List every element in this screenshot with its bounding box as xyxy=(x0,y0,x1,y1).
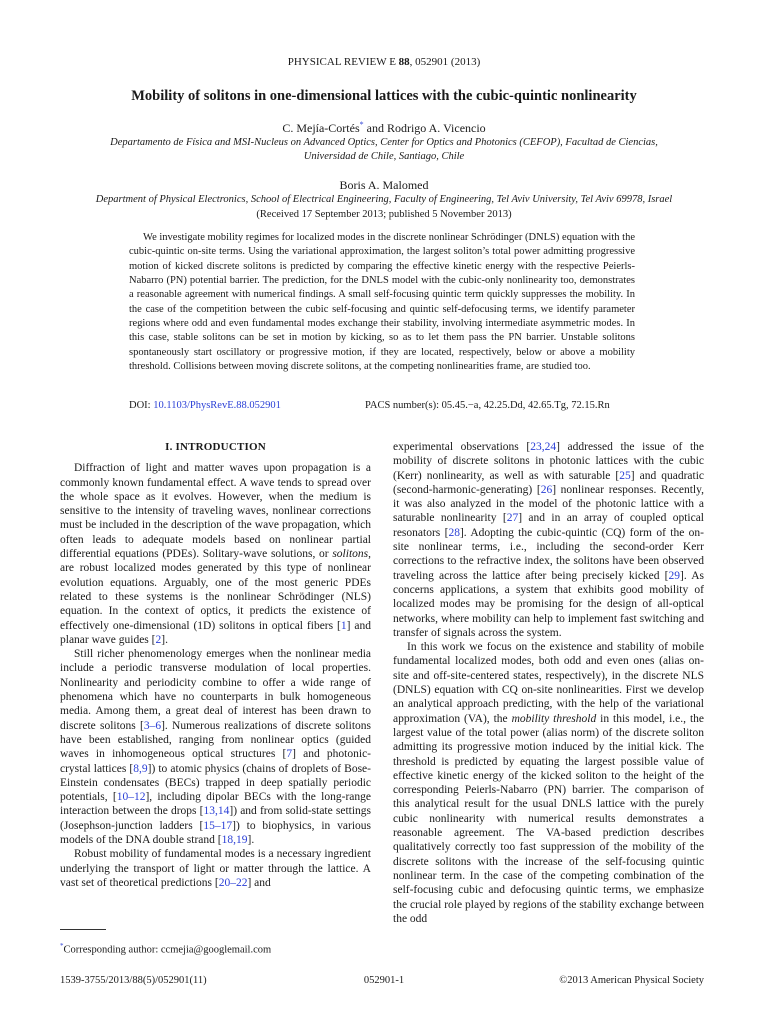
pacs-numbers: PACS number(s): 05.45.−a, 42.25.Dd, 42.65.Tg, 72.15.Rn xyxy=(365,400,610,411)
paragraph: Robust mobility of fundamental modes is a necessary ingredient underlying the transport of light or matter through the lattice. A vast set of theoretical predictions [20–22] and xyxy=(60,848,371,889)
author-name: C. Mejía-Cortés xyxy=(282,121,360,135)
citation-link[interactable]: 26 xyxy=(540,483,553,496)
citation-link[interactable]: 3–6 xyxy=(143,719,162,732)
citation-link[interactable]: 25 xyxy=(619,469,631,482)
paragraph: In this work we focus on the existence and stability of mobile fundamental localized modes, both odd and even ones (alias on-site and off-site-centered states, respectively), in the discrete NLS (DNLS) equation with CQ on-site nonlinearities. First we develop an analytical approach predicting, with the help of the variational approximation (VA), the mobility threshold in this model, i.e., the largest value of the total power (alias norm) of the discrete soliton admitting its progressive motion induced by the initial kick. The threshold is predicted by equating the largest possible value of effective kinetic energy of the kicked soliton to the height of the corresponding Peierls-Nabarro (PN) barrier. The comparison of this analytical result for the usual DNLS lattice with the purely cubic nonlinearity with numerical results demonstrates a reasonable agreement. The VA-based prediction describes qualitatively correctly too fast suppression of the mobility of the discrete solitons with the increase of the self-focusing quintic nonlinear term. In the case of the competing combination of the self-focusing cubic and defocusing quintic terms, we emphasize the crucial role played by regions of the stability exchange between the odd xyxy=(393,641,704,925)
authors-line-2: Boris A. Malomed xyxy=(339,178,429,192)
authors-line-1 xyxy=(0,120,768,136)
affiliation-2: Department of Physical Electronics, School of Electrical Engineering, Faculty of Engineering, Tel Aviv University, Tel Aviv 69978, Israel xyxy=(95,194,673,205)
citation-link[interactable]: 2 xyxy=(155,633,162,646)
footer-copyright: ©2013 American Physical Society xyxy=(559,975,704,986)
author-name: and Rodrigo A. Vicencio xyxy=(363,121,486,135)
journal-header: PHYSICAL REVIEW E 88, 052901 (2013) xyxy=(287,56,481,68)
citation-link[interactable]: 1 xyxy=(340,619,347,632)
footnote-rule xyxy=(60,929,106,930)
citation-link[interactable]: 28 xyxy=(448,526,460,539)
text-column-right xyxy=(393,440,704,926)
doi-link[interactable]: 10.1103/PhysRevE.88.052901 xyxy=(153,400,281,411)
citation-link[interactable]: 27 xyxy=(506,512,519,525)
page-number: 052901-1 xyxy=(363,975,405,986)
citation-link[interactable]: 20–22 xyxy=(218,876,248,889)
affiliation-1: Departamento de Física and MSI-Nucleus on Advanced Optics, Center for Optics and Photonics (CEFOP), Facultad de Ciencias, Universidad de Chile, Santiago, Chile xyxy=(110,137,658,162)
citation-link[interactable]: 18,19 xyxy=(221,834,248,847)
received-dates: (Received 17 September 2013; published 5 November 2013) xyxy=(256,209,512,220)
text-column-left xyxy=(60,440,371,890)
citation-link[interactable]: 7 xyxy=(286,748,293,761)
citation-link[interactable]: 8,9 xyxy=(133,762,148,775)
citation-link[interactable]: 15–17 xyxy=(203,819,233,832)
citation-link[interactable]: 10–12 xyxy=(116,791,146,804)
paragraph: Diffraction of light and matter waves upon propagation is a commonly known fundamental effect. A wave tends to spread over the whole space as it evolves. However, when the medium is sensitive to the intensity of traveling waves, nonlinear corrections must be included in the description of the wave propagation, which often leads to adequate models based on nonlinear partial differential equations (PDEs). Solitary-wave solutions, or solitons, are robust localized modes generated by this type of nonlinear evolution equations. Arguably, one of the most generic PDEs related to these systems is the nonlinear Schrödinger (NLS) equation. In the context of optics, it predicts the existence of effectively one-dimensional (1D) solitons in optical fibers [1] and planar wave guides [2]. xyxy=(60,462,372,646)
section-heading: I. INTRODUCTION xyxy=(165,441,266,453)
paper-title: Mobility of solitons in one-dimensional lattices with the cubic-quintic nonlinearity xyxy=(131,88,637,104)
citation-link[interactable]: 13,14 xyxy=(203,805,230,818)
footnote-mark: * xyxy=(60,942,64,950)
footer-issn: 1539-3755/2013/88(5)/052901(11) xyxy=(60,975,207,986)
journal-volume: 88 xyxy=(398,56,410,68)
citation-link[interactable]: 29 xyxy=(668,569,680,582)
citation-link[interactable]: 23,24 xyxy=(530,441,557,453)
corresponding-author-link[interactable]: * xyxy=(359,120,364,129)
paragraph: Still richer phenomenology emerges when the nonlinear media include a periodic transverse modulation of local properties. Nonlinearity and periodicity combine to offer a wide range of phenomena which have no counterparts in bulk homogeneous media. Among them, a great deal of interest has been drawn to discrete solitons [3–6]. Numerous realizations of discrete solitons have been established, ranging from nonlinear optics (guided waves in inhomogeneous optical structures [7] and photonic-crystal lattices [8,9]) to atomic physics (chains of droplets of Bose-Einstein condensates (BECs) trapped in deep spatially periodic potentials, [10–12], including dipolar BECs with the long-range interaction between the drops [13,14]) and from solid-state settings (Josephson-junction ladders [15–17]) to biophysics, in various models of the DNA double strand [18,19]. xyxy=(60,648,372,847)
abstract: We investigate mobility regimes for localized modes in the discrete nonlinear Schrödinger (DNLS) equation with the cubic-quintic on-site terms. Using the variational approximation, the largest soliton’s total power admitting progressive motion of kicked discrete solitons is predicted by comparing the effective kinetic energy with the respective Peierls-Nabarro (PN) potential barrier. The prediction, for the DNLS model with the cubic-only nonlinearity too, demonstrates a reasonable agreement with numerical findings. A small self-focusing quintic term quickly suppresses the mobility. In the case of the competition between the cubic self-focusing and quintic self-defocusing terms, we identify parameter regions where odd and even fundamental modes exchange their stability, involving intermediate asymmetric modes. In this case, stable solitons can be set in motion by kicking, so as to let them pass the PN barrier. Unstable solitons spontaneously start oscillatory or progressive motion, if they are located, respectively, below or above a mobility threshold. Collisions between moving discrete solitons, at the competing nonlinearities frame, are studied too. xyxy=(129,232,635,373)
footnote: *Corresponding author: ccmejia@googlemail.com xyxy=(60,942,272,956)
paragraph: experimental observations [23,24] addressed the issue of the mobility of discrete solitons in photonic lattices with the cubic (Kerr) nonlinearity, as well as with saturable [25] and quadratic (second-harmonic-generating) [26] nonlinear responses. Recently, it was also analyzed in the model of the photonic lattice with a saturable nonlinearity [27] and in an array of coupled optical resonators [28]. Adopting the cubic-quintic (CQ) form of the on-site nonlinear terms, i.e., including the second-order Kerr corrections to the refractive index, the solitons have been observed traveling across the lattice after being precisely kicked [29]. As concerns applications, a system that exhibits good mobility of localized modes may be promising for the design of all-optical networks, where mobility can help to implement fast switching and transfer of signals across the system. xyxy=(393,441,705,639)
doi-line: DOI: 10.1103/PhysRevE.88.052901 xyxy=(129,400,281,411)
